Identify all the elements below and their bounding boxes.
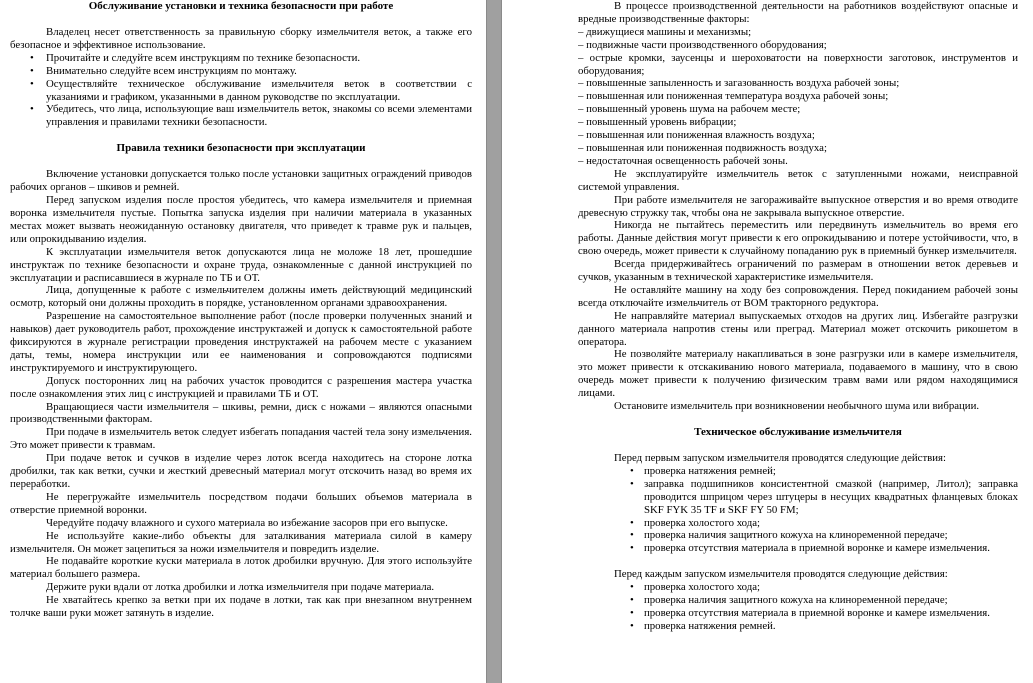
paragraph: Допуск посторонних лиц на рабочих участок проводится с разрешения мастера участка после ознакомления этих лиц с инструкцией и правилами ТБ и ОТ. [10,374,472,400]
right-page [578,0,1020,683]
left-page [10,0,474,683]
bullet-icon: • [630,619,634,632]
paragraph: К эксплуатации измельчителя веток допускаются лица не моложе 18 лет, прошедшие инструктаж по технике безопасности и охране труда, ознакомленные с данной инструкцией по эксплуатации и расписавшиеся в журнале по ТБ и ОТ. [10,245,472,284]
paragraph: Лица, допущенные к работе с измельчителем должны иметь действующий медицинский осмотр, который они должны проходить в порядке, установленном органами здравоохранения. [10,284,472,310]
bullet-item: • Прочитайте и следуйте всем инструкциям по технике безопасности. [30,51,361,64]
paragraph: Не эксплуатируйте измельчитель веток с затупленными ножами, неисправной системой управления. [578,167,1018,193]
paragraph: Чередуйте подачу влажного и сухого материала во избежание засоров при его выпуске. [46,516,448,529]
paragraph: Вращающиеся части измельчителя – шкивы, ремни, диск с ножами – являются опасными производственными факторам. [10,400,472,426]
list-item: – повышенные запыленность и загазованность воздуха рабочей зоны; [578,77,900,90]
bullet-item: • проверка натяжения ремней. [630,619,776,632]
first-start-checklist [578,465,1018,555]
paragraph: Разрешение на самостоятельное выполнение работ (после проверки полученных знаний и навыков) дает руководитель работ, прохождение инструктажей и допуск к самостоятельной работе фиксируются в журнале регистрации проведения инструктажей на рабочем месте с указанием даты, темы, номера инструкции или ее наименования и сопровождаются подписями инструктируемого и инструктирующего. [10,310,472,374]
bullet-item: • Осуществляйте техническое обслуживание измельчителя веток в соответствии с указаниями и графиком, указанными в данном руководстве по эксплуатации. [30,77,472,103]
bullet-icon: • [630,542,634,555]
bullet-icon: • [630,581,634,594]
list-item: – повышенная или пониженная влажность воздуха; [578,129,815,142]
list-item: – повышенная или пониженная подвижность воздуха; [578,141,827,154]
paragraph: Не перегружайте измельчитель посредством подачи больших объемов материала в отверстие приемной воронки. [10,490,472,516]
each-start-checklist [578,581,1018,633]
safety-bullet-list [10,52,472,129]
paragraph: Не оставляйте машину на ходу без сопровождения. Перед покиданием рабочей зоны всегда отключайте измельчитель от ВОМ тракторного редуктора. [578,283,1018,309]
list-item: – недостаточная освещенность рабочей зоны. [578,154,788,167]
bullet-item: • Убедитесь, что лица, использующие ваш измельчитель веток, знакомы со всеми элементами управления и правилами техники безопасности. [30,103,472,129]
bullet-icon: • [630,606,634,619]
list-item: – повышенный уровень шума на рабочем месте; [578,103,801,116]
list-item: – подвижные части производственного оборудования; [578,38,827,51]
bullet-icon: • [630,529,634,542]
paragraph: При работе измельчителя не загораживайте выпускное отверстия и во время отводите древесную стружку так, чтобы она не закрывала выпускное отверстие. [578,193,1018,219]
paragraph: Остановите измельчитель при возникновении необычного шума или вибрации. [614,400,980,413]
bullet-item: • проверка холостого хода; [630,516,761,529]
paragraph: Не направляйте материал выпускаемых отходов на других лиц. Избегайте разгрузки данного материала напротив стены или преград. Материал может отскочить рикошетом в оператора. [578,309,1018,348]
bullet-item: • проверка натяжения ремней; [630,464,776,477]
bullet-item: • проверка холостого хода; [630,581,761,594]
paragraph: При подаче веток и сучков в изделие через лоток всегда находитесь на стороне лотка дробилки, так как ветки, сучки и жесткий древесный материал могут отскочить назад во время их переработки. [10,452,472,490]
section-heading-maintenance: Техническое обслуживание измельчителя [694,426,902,438]
bullet-icon: • [630,477,634,490]
list-item: – движущиеся машины и механизмы; [578,25,752,38]
bullet-icon: • [30,77,34,90]
bullet-item: • проверка наличия защитного кожуха на клиноременной передаче; [630,529,948,542]
paragraph: Не используйте какие-либо объекты для заталкивания материала силой в камеру измельчителя. Он может зацепиться за ножи измельчителя и повредить изделие. [10,529,472,555]
paragraph: Включение установки допускается только после установки защитных ограждений приводов рабочих органов – шкивов и ремней. [10,168,472,194]
first-start-intro: Перед первым запуском измельчителя проводятся следующие действия: [614,452,947,464]
section-heading-operation-safety: Правила техники безопасности при эксплуатации [116,142,366,155]
bullet-icon: • [30,51,34,64]
bullet-icon: • [630,464,634,477]
paragraph: Не позволяйте материалу накапливаться в зоне разгрузки или в камере измельчителя, это может привести к отскакиванию нового материала, подаваемого в машину, что в свою очередь может привести к получению физическим травм вами или рядом находящимися лицами. [578,348,1018,400]
bullet-item: • Внимательно следуйте всем инструкциям по монтажу. [30,64,297,77]
paragraph: Всегда придерживайтесь ограничений по размерам в отношении веток деревьев и сучков, указанным в технической характеристике измельчителя. [578,258,1018,284]
paragraph: Держите руки вдали от лотка дробилки и лотка измельчителя при подаче материала. [46,581,435,594]
bullet-item: • проверка наличия защитного кожуха на клиноременной передаче; [630,594,948,607]
bullet-icon: • [630,516,634,529]
paragraph: Не хватайтесь крепко за ветки при их подаче в лотки, так как при внезапном внутреннем толчке ваши руки может затянуть в изделие. [10,594,472,620]
factors-intro: В процессе производственной деятельности на работников воздействуют опасные и вредные производственные факторы: [578,0,1018,25]
list-item: – повышенный уровень вибрации; [578,116,737,129]
hazard-factors-list [578,26,1018,168]
bullet-icon: • [30,103,34,116]
list-item: – повышенная или пониженная температура воздуха рабочей зоны; [578,90,889,103]
bullet-item: • заправка подшипников консистентной смазкой (например, Литол); заправка проводится шприцом через штуцеры в несущих квадратных фланцевых блоках SKF FYK 35 TF и SKF FY 50 FM; [630,477,1018,516]
bullet-item: • проверка отсутствия материала в приемной воронке и камере измельчения. [630,606,990,619]
paragraph: При подаче в измельчитель веток следует избегать попадания частей тела зону измельчения. Это может привести к травмам. [10,426,472,452]
bullet-icon: • [30,64,34,77]
page-divider [486,0,502,683]
bullet-icon: • [630,594,634,607]
list-item: – острые кромки, заусенцы и шероховатости на поверхности заготовок, инструментов и оборудования; [578,51,1018,77]
section-heading-maintenance-safety: Обслуживание установки и техника безопасности при работе [88,0,394,12]
paragraph: Никогда не пытайтесь переместить или передвинуть измельчитель во время его работы. Данные действия могут привести к его опрокидыванию и потере устойчивости, что, в свою очередь, может привести к случайному попаданию рук в приемный бункер измельчителя. [578,219,1018,258]
bullet-item: • проверка отсутствия материала в приемной воронке и камере измельчения. [630,542,990,555]
each-start-intro: Перед каждым запуском измельчителя проводятся следующие действия: [614,568,948,581]
paragraph: Не подавайте короткие куски материала в лоток дробилки вручную. Для этого используйте материал большего размера. [10,555,472,581]
paragraph: Перед запуском изделия после простоя убедитесь, что камера измельчителя и приемная воронка измельчителя пустые. Попытка запуска изделия при наличии материала в указанных местах может вызвать неожиданную остановку двигателя, что приведет к травме рук и пальцев, или опрокидыванию изделия. [10,194,472,245]
intro-paragraph: Владелец несет ответственность за правильную сборку измельчителя веток, а также его безопасное и эффективное использование. [10,26,472,51]
